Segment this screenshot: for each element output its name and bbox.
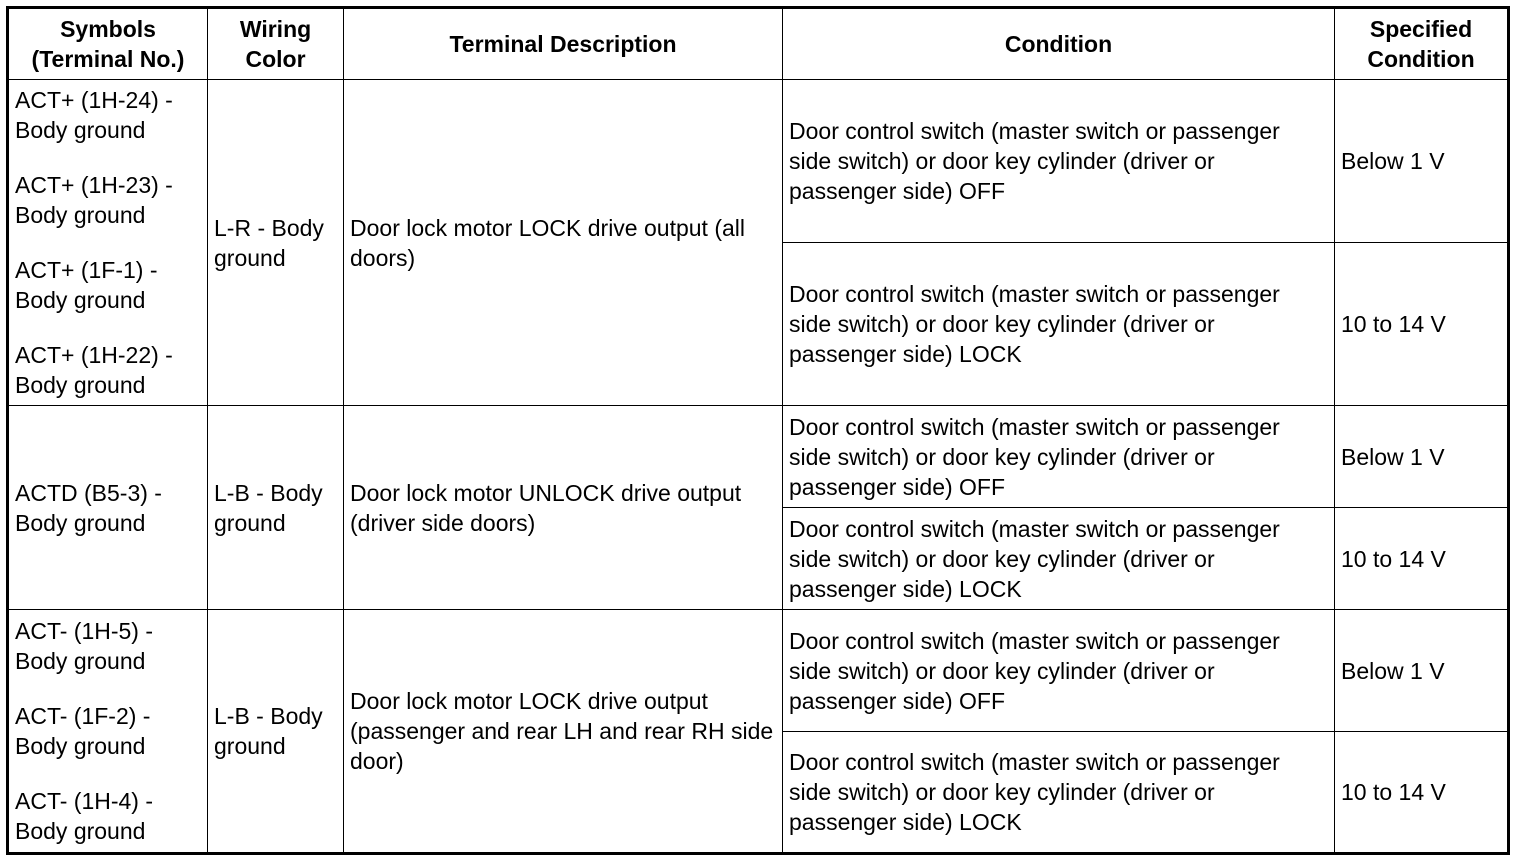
specified-condition-cell: Below 1 V (1335, 80, 1509, 243)
header-wiring-color: Wiring Color (208, 8, 344, 80)
wiring-color-cell: L-B - Body ground (208, 610, 344, 854)
table-header-row (8, 8, 1509, 80)
condition-cell: Door control switch (master switch or passenger side switch) or door key cylinder (driver or passenger side) OFF (783, 610, 1335, 732)
condition-cell: Door control switch (master switch or passenger side switch) or door key cylinder (driver or passenger side) LOCK (783, 508, 1335, 610)
symbol-entry: ACT+ (1H-22) - Body ground (15, 342, 173, 398)
header-terminal-description: Terminal Description (344, 8, 783, 80)
terminal-description-cell: Door lock motor UNLOCK drive output (driver side doors) (344, 406, 783, 610)
condition-cell: Door control switch (master switch or passenger side switch) or door key cylinder (driver or passenger side) OFF (783, 80, 1335, 243)
wiring-color-cell: L-B - Body ground (208, 406, 344, 610)
table-row (8, 406, 1509, 508)
symbol-entry: ACT+ (1H-23) - Body ground (15, 172, 173, 228)
terminal-description-cell: Door lock motor LOCK drive output (passenger and rear LH and rear RH side door) (344, 610, 783, 854)
symbol-entry: ACT- (1F-2) - Body ground (15, 703, 151, 759)
header-condition: Condition (783, 8, 1335, 80)
header-symbols: Symbols (Terminal No.) (8, 8, 208, 80)
symbol-entry: ACT- (1H-5) - Body ground (15, 618, 153, 674)
symbol-entry: ACT+ (1H-24) - Body ground (15, 87, 173, 143)
table-row (8, 80, 1509, 243)
symbol-entry: ACT- (1H-4) - Body ground (15, 788, 153, 844)
condition-cell: Door control switch (master switch or passenger side switch) or door key cylinder (driver or passenger side) LOCK (783, 243, 1335, 406)
specified-condition-cell: 10 to 14 V (1335, 732, 1509, 854)
specified-condition-cell: 10 to 14 V (1335, 508, 1509, 610)
terminal-description-cell: Door lock motor LOCK drive output (all doors) (344, 80, 783, 406)
symbols-cell (8, 406, 208, 610)
specified-condition-cell: 10 to 14 V (1335, 243, 1509, 406)
condition-cell: Door control switch (master switch or passenger side switch) or door key cylinder (driver or passenger side) OFF (783, 406, 1335, 508)
specified-condition-cell: Below 1 V (1335, 406, 1509, 508)
specified-condition-cell: Below 1 V (1335, 610, 1509, 732)
symbols-cell (8, 610, 208, 854)
symbol-entry: ACT+ (1F-1) - Body ground (15, 257, 158, 313)
terminal-spec-table (6, 6, 1510, 855)
condition-cell: Door control switch (master switch or passenger side switch) or door key cylinder (driver or passenger side) LOCK (783, 732, 1335, 854)
header-specified-condition: Specified Condition (1335, 8, 1509, 80)
symbol-entry: ACTD (B5-3) - Body ground (15, 479, 162, 536)
wiring-color-cell: L-R - Body ground (208, 80, 344, 406)
table-row (8, 610, 1509, 732)
symbols-cell (8, 80, 208, 406)
